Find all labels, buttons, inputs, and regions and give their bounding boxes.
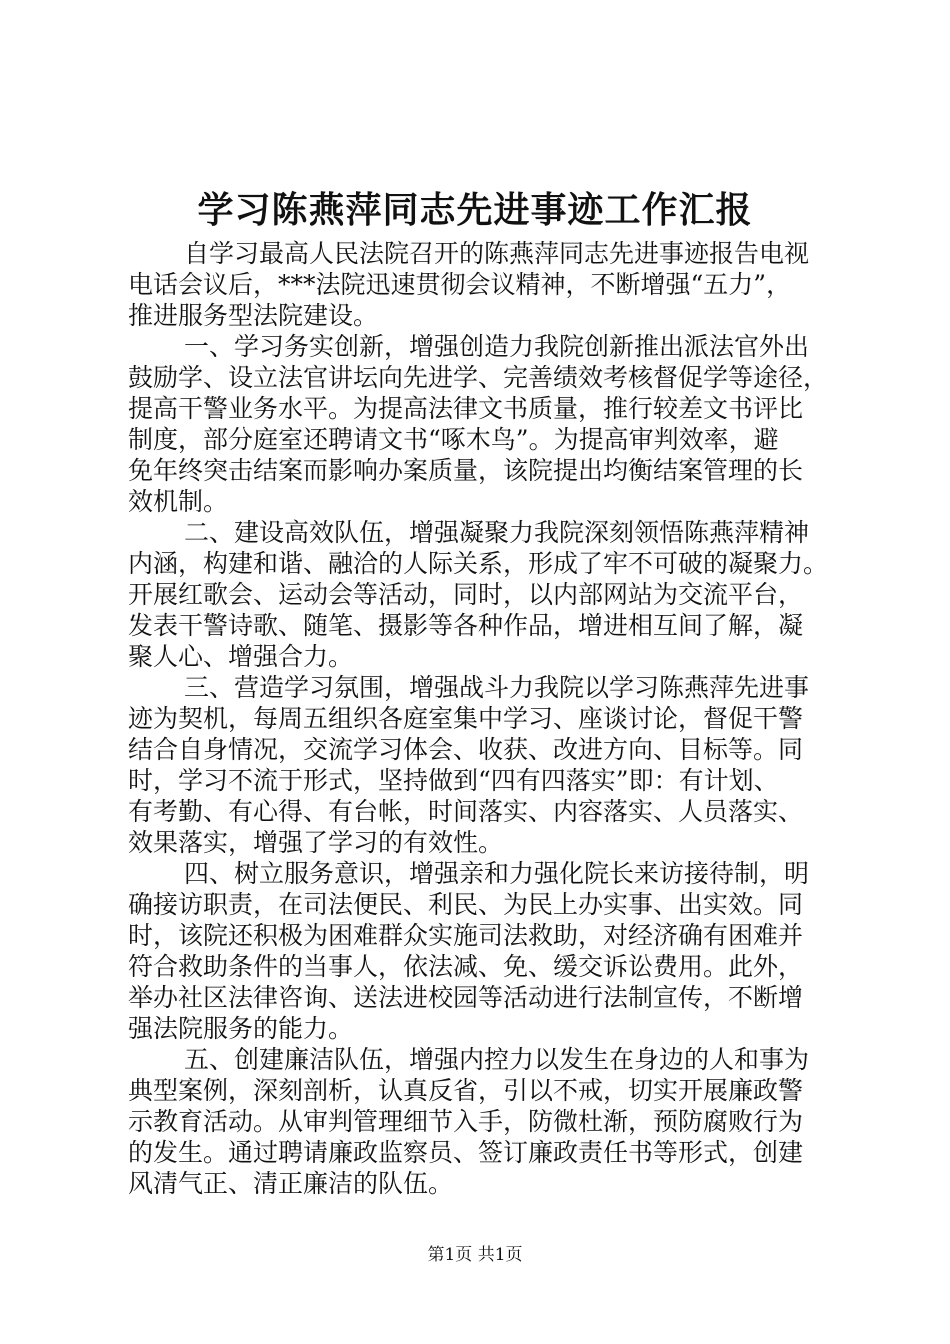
paragraph-intro-line: 自学习最高人民法院召开的陈燕萍同志先进事迹报告电视	[184, 239, 810, 268]
paragraph-3-line: 三、营造学习氛围，增强战斗力我院以学习陈燕萍先进事	[184, 673, 810, 702]
paragraph-2-line: 聚人心、增强合力。	[128, 642, 354, 671]
paragraph-5-line: 典型案例，深刻剖析，认真反省，引以不戒，切实开展廉政警	[128, 1076, 804, 1105]
paragraph-2-line: 二、建设高效队伍，增强凝聚力我院深刻领悟陈燕萍精神	[184, 518, 810, 547]
paragraph-1-line: 效机制。	[128, 487, 229, 516]
paragraph-1-line: 提高干警业务水平。为提高法律文书质量，推行较差文书评比	[128, 394, 804, 423]
paragraph-4-line: 强法院服务的能力。	[128, 1014, 354, 1043]
page-footer: 第1页 共1页	[427, 1245, 523, 1265]
paragraph-2-line: 内涵，构建和谐、融洽的人际关系，形成了牢不可破的凝聚力。	[128, 549, 829, 578]
paragraph-1-line: 制度，部分庭室还聘请文书“啄木鸟”。为提高审判效率，避	[128, 425, 779, 454]
paragraph-3-line: 效果落实，增强了学习的有效性。	[128, 828, 504, 857]
paragraph-4-line: 符合救助条件的当事人，依法减、免、缓交诉讼费用。此外，	[128, 952, 804, 981]
paragraph-4-line: 举办社区法律咨询、送法进校园等活动进行法制宣传，不断增	[128, 983, 804, 1012]
paragraph-intro-line: 电话会议后，***法院迅速贯彻会议精神，不断增强“五力”，	[128, 270, 792, 299]
document-body	[128, 238, 848, 1199]
paragraph-1-line: 免年终突击结案而影响办案质量，该院提出均衡结案管理的长	[128, 456, 804, 485]
paragraph-1-line: 一、学习务实创新，增强创造力我院创新推出派法官外出	[184, 332, 810, 361]
paragraph-1-line: 鼓励学、设立法官讲坛向先进学、完善绩效考核督促学等途径，	[128, 363, 829, 392]
document-title: 学习陈燕萍同志先进事迹工作汇报	[197, 189, 753, 231]
paragraph-5-line: 示教育活动。从审判管理细节入手，防微杜渐，预防腐败行为	[128, 1107, 804, 1136]
paragraph-2-line: 发表干警诗歌、随笔、摄影等各种作品，增进相互间了解，凝	[128, 611, 804, 640]
paragraph-2-line: 开展红歌会、运动会等活动，同时，以内部网站为交流平台，	[128, 580, 804, 609]
paragraph-3-line: 时，学习不流于形式，坚持做到“四有四落实”即：有计划、	[128, 766, 779, 795]
paragraph-5-line: 五、创建廉洁队伍，增强内控力以发生在身边的人和事为	[184, 1045, 810, 1074]
paragraph-4-line: 四、树立服务意识，增强亲和力强化院长来访接待制，明	[184, 859, 810, 888]
paragraph-4-line: 确接访职责，在司法便民、利民、为民上办实事、出实效。同	[128, 890, 804, 919]
paragraph-4-line: 时，该院还积极为困难群众实施司法救助，对经济确有困难并	[128, 921, 804, 950]
paragraph-intro-line: 推进服务型法院建设。	[128, 301, 379, 330]
paragraph-5-line: 的发生。通过聘请廉政监察员、签订廉政责任书等形式，创建	[128, 1138, 804, 1167]
paragraph-3-line: 迹为契机，每周五组织各庭室集中学习、座谈讨论，督促干警	[128, 704, 804, 733]
paragraph-3-line: 有考勤、有心得、有台帐，时间落实、内容落实、人员落实、	[128, 797, 804, 826]
paragraph-3-line: 结合自身情况，交流学习体会、收获、改进方向、目标等。同	[128, 735, 804, 764]
paragraph-5-line: 风清气正、清正廉洁的队伍。	[128, 1169, 454, 1198]
